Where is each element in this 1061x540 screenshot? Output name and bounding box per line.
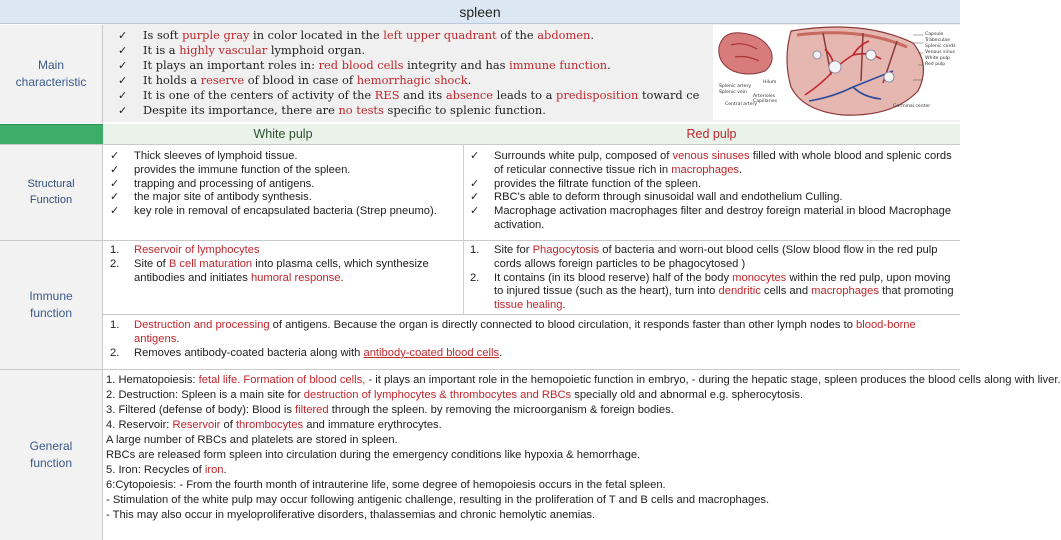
- list-number: 2.: [110, 346, 120, 359]
- general-function-line: [106, 418, 956, 433]
- text-run: .: [739, 163, 743, 176]
- highlight-text: RES: [374, 88, 400, 102]
- text-run: .: [223, 464, 227, 476]
- highlight-text: highly vascular: [179, 43, 268, 57]
- text-run: the major site of antibody synthesis.: [134, 191, 312, 204]
- text-run: of blood in case of: [244, 73, 357, 87]
- text-run: of the: [496, 28, 538, 42]
- white-pulp-immune-list: [110, 244, 455, 285]
- text-run: .: [499, 346, 503, 359]
- white-pulp-header: White pulp: [103, 124, 463, 144]
- red-pulp-immune-list: [470, 244, 954, 313]
- text-run: It is one of the centers of activity of the: [143, 88, 375, 102]
- text-run: .: [607, 58, 611, 72]
- diagram-label: Splenic artery: [719, 84, 752, 89]
- general-function-line: [106, 433, 956, 448]
- text-run: - Stimulation of the white pulp may occur following antigenic challenge, resulting in the proliferation of T and B cells and macrophages.: [106, 494, 770, 506]
- highlight-text: left upper quadrant: [383, 28, 497, 42]
- white-pulp-immune-item: [110, 244, 455, 258]
- white-pulp-structural-item: [110, 178, 455, 192]
- diagram-label: Splenic cords: [925, 44, 956, 49]
- text-run: It contains (in its blood reserve) half of the body: [494, 271, 733, 284]
- text-run: It plays an important roles in:: [143, 58, 319, 72]
- spleen-diagram: [713, 25, 960, 120]
- red-pulp-immune-item: [470, 244, 954, 272]
- text-run: 3. Filtered (defense of body): Blood is: [106, 404, 296, 416]
- highlight-text: fetal life. Formation of blood cells,: [198, 374, 366, 386]
- checkmark-icon: ✓: [110, 205, 120, 218]
- text-run: provides the immune function of the spleen.: [134, 163, 351, 176]
- red-pulp-structural-list: [470, 150, 954, 233]
- checkmark-icon: ✓: [470, 150, 480, 162]
- text-run: cells and: [760, 285, 812, 298]
- white-pulp-structural-item: [110, 205, 455, 219]
- text-run: .: [467, 73, 472, 87]
- label-immune-function: [0, 241, 103, 369]
- checkmark-icon: ✓: [118, 89, 128, 102]
- text-run: in color located in the: [249, 28, 384, 42]
- shared-immune-item: [110, 319, 956, 347]
- text-run: RBCs are released form spleen into circulation during the emergency conditions like hypoxia & hemorrhage.: [106, 449, 641, 461]
- highlight-text: no tests: [338, 103, 384, 117]
- highlight-text: thrombocytes: [235, 419, 304, 431]
- white-pulp-structural-item: [110, 150, 455, 164]
- text-run: Removes antibody-coated bacteria along with: [134, 346, 364, 359]
- highlight-text: filtered: [295, 404, 329, 416]
- highlight-text: antibody-coated blood cells: [363, 346, 500, 359]
- checkmark-icon: ✓: [110, 150, 120, 162]
- general-function-line: [106, 448, 956, 463]
- diagram-label: Splenic vein: [719, 90, 747, 95]
- main-characteristic-list: [118, 28, 728, 118]
- text-run: and its: [399, 88, 446, 102]
- checkmark-icon: ✓: [118, 74, 128, 87]
- white-pulp-immune-item: [110, 258, 455, 286]
- checkmark-icon: ✓: [118, 44, 128, 57]
- main-characteristic-item: [118, 58, 728, 73]
- white-pulp-structural-item: [110, 191, 455, 205]
- text-run: Macrophage activation macrophages filter and destroy foreign material in blood Macrophage activation.: [494, 205, 952, 231]
- checkmark-icon: ✓: [470, 205, 480, 218]
- highlight-text: dendritic: [718, 285, 761, 298]
- white-pulp-structural-item: [110, 164, 455, 178]
- diagram-label: Arterioles: [753, 94, 776, 99]
- text-run: 5. Iron: Recycles of: [106, 464, 205, 476]
- main-characteristic-item: [118, 28, 728, 43]
- text-run: key role in removal of encapsulated bacteria (Strep pneumo).: [134, 205, 437, 218]
- text-run: into plasma cells, which synthesize antibodies and initiates: [134, 257, 429, 284]
- highlight-text: venous sinuses: [672, 150, 750, 162]
- column-divider: [463, 145, 464, 314]
- highlight-text: Reservoir: [172, 419, 221, 431]
- text-run: - This may also occur in myeloproliferative disorders, thalassemias and chronic hemolytic anemias.: [106, 509, 596, 521]
- main-characteristic-item: [118, 73, 728, 88]
- general-function-line: [106, 373, 1061, 388]
- text-run: and immature erythrocytes.: [303, 419, 442, 431]
- general-function-line: [106, 388, 956, 403]
- text-run: filled with whole blood and splenic cords of reticular connective tissue rich in: [494, 150, 952, 176]
- text-run: Site for: [494, 244, 533, 256]
- text-run: A large number of RBCs and platelets are stored in spleen.: [106, 434, 398, 446]
- diagram-label: Venous sinus: [925, 50, 955, 55]
- text-run: - it plays an important role in the hemopoietic function in embryo, - during the hepatic stage, spleen produces the blood cells along with liver.: [365, 374, 1061, 386]
- highlight-text: red blood cells: [318, 58, 404, 72]
- label-immune-text: Immune function: [29, 289, 73, 320]
- diagram-label: Germinal center: [893, 104, 931, 109]
- text-run: leads to a: [493, 88, 557, 102]
- general-function-text: [106, 373, 1061, 523]
- highlight-text: iron: [204, 464, 224, 476]
- highlight-text: hemorrhagic shock: [356, 73, 468, 87]
- highlight-text: monocytes: [732, 271, 787, 284]
- highlight-text: immune function: [509, 58, 608, 72]
- list-number: 1.: [110, 319, 120, 331]
- general-function-line: [106, 508, 956, 523]
- text-run: 4. Reservoir:: [106, 419, 173, 431]
- shared-immune-list: [110, 319, 956, 360]
- text-run: 1. Hematopoiesis:: [106, 374, 199, 386]
- list-number: 1.: [470, 244, 480, 256]
- diagram-label: Central artery: [725, 102, 758, 107]
- text-run: 6:Cytopoiesis: - From the fourth month of intrauterine life, some degree of hemopoiesis occurs in the fetal spleen.: [106, 479, 666, 491]
- highlight-text: B cell maturation: [168, 257, 253, 270]
- diagram-label: Red pulp: [925, 62, 946, 67]
- label-main-text: Main characteristic: [15, 58, 87, 89]
- text-run: lymphoid organ.: [267, 43, 366, 57]
- red-pulp-immune-item: [470, 272, 954, 313]
- text-run: integrity and has: [403, 58, 510, 72]
- text-run: of: [220, 419, 236, 431]
- main-characteristic-item: [118, 103, 728, 118]
- checkmark-icon: ✓: [110, 177, 120, 190]
- text-run: 2. Destruction:: [106, 389, 182, 401]
- label-structural-function: [0, 145, 103, 240]
- checkmark-icon: ✓: [470, 191, 480, 204]
- red-pulp-structural-item: [470, 178, 954, 192]
- text-run: within the red pulp, upon moving to injured tissue (such as the heart), turn into: [494, 271, 951, 298]
- red-pulp-structural-item: [470, 150, 954, 178]
- text-run: Surrounds white pulp, composed of: [494, 150, 673, 162]
- highlight-text: predisposition: [556, 88, 639, 102]
- highlight-text: macrophages: [811, 285, 879, 298]
- checkmark-icon: ✓: [470, 177, 480, 190]
- text-run: Site of: [134, 257, 169, 270]
- checkmark-icon: ✓: [118, 59, 128, 72]
- text-run: Despite its importance, there are: [143, 103, 339, 117]
- label-structural-text: Structural Function: [27, 178, 75, 206]
- list-number: 2.: [110, 257, 120, 270]
- text-run: of bacteria and worn-out blood cells (Slow blood flow in the red pulp cords allows foreign particles to be phagocytosed ): [494, 244, 938, 270]
- highlight-text: purple gray: [182, 28, 250, 42]
- diagram-label: Trabeculae: [925, 38, 950, 43]
- text-run: of antigens. Because the organ is directly connected to blood circulation, it responds faster than other lymph nodes to: [269, 319, 857, 331]
- highlight-text: Destruction and processing: [134, 319, 270, 331]
- divider: [0, 144, 960, 145]
- highlight-text: destruction of lymphocytes & thrombocytes and RBCs: [303, 389, 572, 401]
- text-run: provides the filtrate function of the spleen.: [494, 177, 702, 190]
- text-run: through the spleen. by removing the microorganism & foreign bodies.: [328, 404, 674, 416]
- label-general-function: [0, 370, 103, 540]
- text-run: Is soft: [143, 28, 183, 42]
- text-run: toward ce: [638, 88, 700, 102]
- list-number: 2.: [470, 271, 480, 284]
- text-run: RBC's able to deform through sinusoidal wall and endothelium Culling.: [494, 191, 843, 204]
- checkmark-icon: ✓: [118, 104, 128, 117]
- label-main-characteristic: [0, 25, 103, 123]
- diagram-label: White pulp: [925, 56, 950, 61]
- highlight-text: absence: [445, 88, 493, 102]
- main-characteristic-item: [118, 88, 728, 103]
- general-function-line: [106, 478, 956, 493]
- checkmark-icon: ✓: [110, 191, 120, 204]
- red-pulp-structural-item: [470, 205, 954, 233]
- label-general-text: General function: [29, 439, 73, 470]
- text-run: specially old and abnormal e.g. spherocytosis.: [571, 389, 804, 401]
- divider: [103, 314, 960, 315]
- highlight-text: reserve: [200, 73, 245, 87]
- highlight-text: blood-borne antigens: [134, 319, 916, 345]
- highlight-text: tissue healing: [494, 299, 563, 312]
- text-run: Spleen is a main site for: [181, 389, 304, 401]
- general-function-line: [106, 493, 956, 508]
- highlight-text: Phagocytosis: [532, 244, 600, 256]
- text-run: .: [340, 271, 344, 284]
- page-title: spleen: [0, 0, 960, 24]
- highlight-text: humoral response: [250, 271, 341, 284]
- text-run: trapping and processing of antigens.: [134, 177, 315, 190]
- general-function-line: [106, 463, 956, 478]
- text-run: .: [590, 28, 594, 42]
- text-run: It is a: [143, 43, 180, 57]
- text-run: specific to splenic function.: [383, 103, 546, 117]
- main-characteristic-item: [118, 43, 728, 58]
- highlight-text: Reservoir of lymphocytes: [134, 244, 260, 256]
- general-function-line: [106, 403, 956, 418]
- red-pulp-header: Red pulp: [463, 124, 960, 144]
- text-run: .: [562, 299, 566, 312]
- divider: [0, 240, 960, 241]
- text-run: .: [176, 332, 180, 345]
- red-pulp-structural-item: [470, 191, 954, 205]
- checkmark-icon: ✓: [118, 29, 128, 42]
- diagram-label: Hilum: [763, 80, 777, 85]
- diagram-label: Capillaries: [753, 99, 777, 104]
- diagram-label: Capsule: [925, 32, 944, 37]
- shared-immune-item: [110, 347, 956, 361]
- highlight-text: macrophages: [671, 163, 740, 176]
- text-run: Thick sleeves of lymphoid tissue.: [134, 150, 298, 162]
- white-pulp-structural-list: [110, 150, 455, 219]
- highlight-text: abdomen: [537, 28, 591, 42]
- list-number: 1.: [110, 244, 120, 256]
- spleen-diagram-svg: [713, 25, 960, 120]
- checkmark-icon: ✓: [110, 163, 120, 176]
- text-run: It holds a: [143, 73, 201, 87]
- divider: [0, 369, 960, 370]
- text-run: that promoting: [878, 285, 954, 298]
